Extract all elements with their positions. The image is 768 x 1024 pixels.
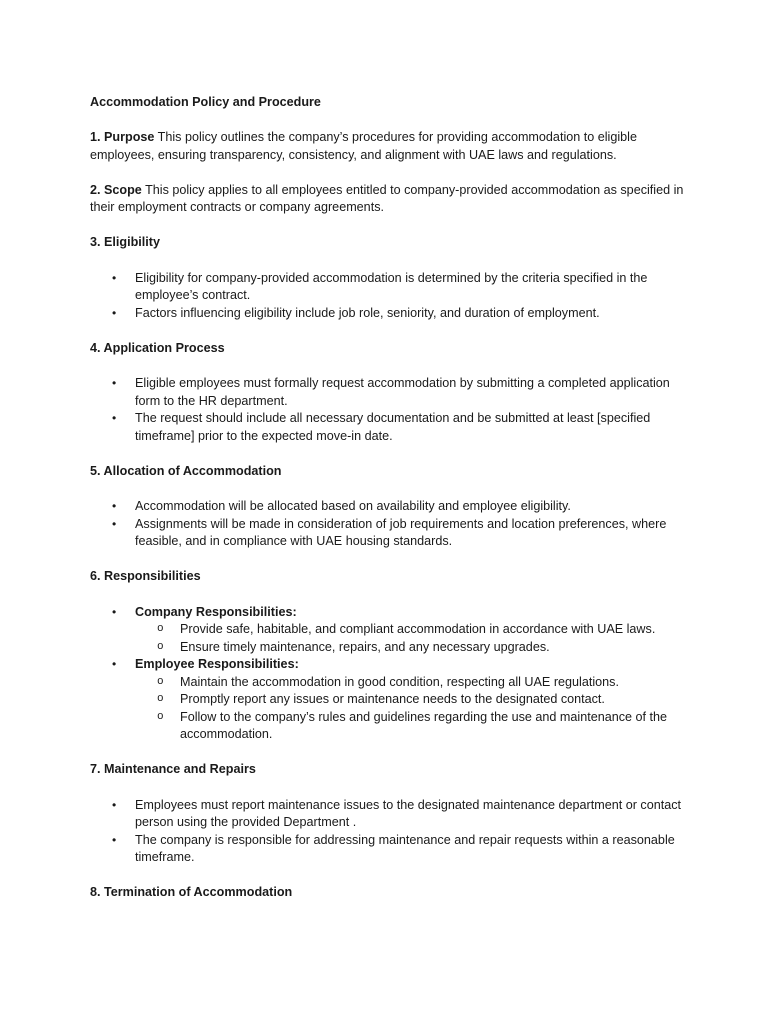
sub-list-item: o Maintain the accommodation in good condition, respecting all UAE regulations. [135, 674, 690, 692]
maintenance-heading: 7. Maintenance and Repairs [90, 762, 256, 776]
sub-list-item: o Provide safe, habitable, and compliant accommodation in accordance with UAE laws. [135, 621, 690, 639]
scope-text: This policy applies to all employees entitled to company-provided accommodation as specified in their employment contracts or company agreements. [90, 182, 684, 214]
sub-list-item: o Ensure timely maintenance, repairs, and any necessary upgrades. [135, 639, 690, 657]
document-body [90, 94, 690, 902]
allocation-list [90, 498, 690, 551]
purpose-label: 1. Purpose [90, 130, 155, 144]
list-item: • The company is responsible for addressing maintenance and repair requests within a reasonable timeframe. [90, 832, 690, 867]
sub-list-item: o Promptly report any issues or maintenance needs to the designated contact. [135, 691, 690, 709]
maintenance-list [90, 797, 690, 867]
list-item: • Assignments will be made in consideration of job requirements and location preferences, where feasible, and in compliance with UAE housing standards. [90, 516, 690, 551]
sub-list-item: o Follow to the company’s rules and guidelines regarding the use and maintenance of the accommodation. [135, 709, 690, 744]
application-list [90, 375, 690, 445]
application-heading: 4. Application Process [90, 340, 225, 355]
list-item: • Factors influencing eligibility include job role, seniority, and duration of employment. [90, 305, 690, 323]
purpose-section [90, 129, 690, 164]
list-item: • Eligible employees must formally request accommodation by submitting a completed application form to the HR department. [90, 375, 690, 410]
purpose-text: This policy outlines the company’s procedures for providing accommodation to eligible employees, ensuring transparency, consistency, and alignment with UAE laws and regulations. [90, 130, 637, 162]
list-item: • Employees must report maintenance issues to the designated maintenance department or contact person using the provided Department . [90, 797, 690, 832]
list-item: • The request should include all necessary documentation and be submitted at least [specified timeframe] prior to the expected move-in date. [90, 410, 690, 445]
company-responsibilities-list [135, 621, 690, 656]
eligibility-list [90, 270, 690, 323]
employee-responsibilities-list [135, 674, 690, 744]
termination-heading: 8. Termination of Accommodation [90, 885, 293, 899]
company-responsibilities-label: Company Responsibilities: [135, 604, 297, 619]
responsibilities-list [90, 604, 690, 744]
scope-label: 2. Scope [90, 182, 142, 197]
allocation-heading: 5. Allocation of Accommodation [90, 463, 282, 478]
scope-section [90, 182, 690, 217]
list-item: • Accommodation will be allocated based on availability and employee eligibility. [90, 498, 690, 516]
eligibility-heading: 3. Eligibility [90, 235, 160, 249]
employee-responsibilities-item [90, 656, 690, 744]
responsibilities-heading: 6. Responsibilities [90, 569, 201, 583]
list-item: • Eligibility for company-provided accommodation is determined by the criteria specified in the employee’s contract. [90, 270, 690, 305]
employee-responsibilities-label: Employee Responsibilities: [135, 657, 299, 671]
document-title: Accommodation Policy and Procedure [90, 95, 321, 109]
company-responsibilities-item [90, 604, 690, 657]
